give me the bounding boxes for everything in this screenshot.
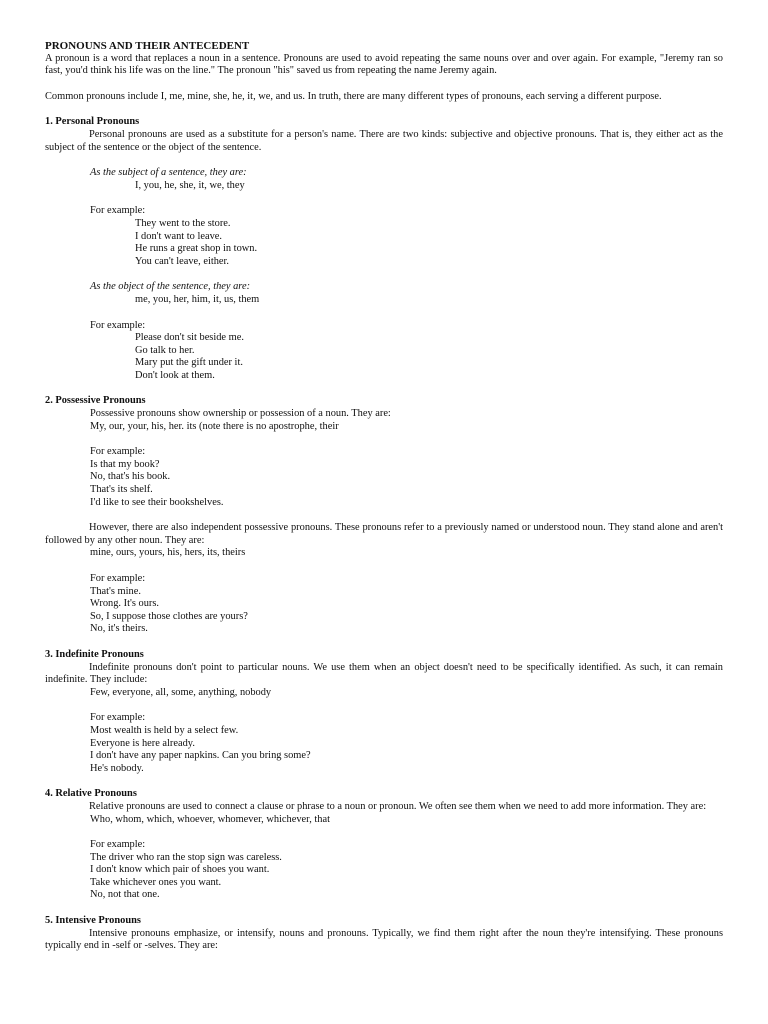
object-list: me, you, her, him, it, us, them (135, 293, 260, 305)
example-line: You can't leave, either. (135, 255, 230, 267)
subject-label: As the subject of a sentence, they are: (90, 167, 247, 179)
section-heading-intensive: 5. Intensive Pronouns (45, 915, 141, 927)
relative-list: Who, whom, which, whoever, whomever, whichever, that (90, 813, 330, 825)
example-line: Everyone is here already. (90, 737, 195, 749)
example-line: He's nobody. (90, 762, 144, 774)
example-line: I don't want to leave. (135, 230, 222, 242)
example-line: Mary put the gift under it. (135, 357, 243, 369)
example-line: Take whichever ones you want. (90, 876, 222, 888)
example-line: No, it's theirs. (90, 623, 148, 635)
section-desc-intensive: Intensive pronouns emphasize, or intensify, nouns and pronouns. Typically, we find them right after the noun they're intensifying. These pronouns typically end in -self or -selves. They are: (45, 927, 723, 952)
example-line: Don't look at them. (135, 369, 215, 381)
section-heading-indefinite: 3. Indefinite Pronouns (45, 648, 144, 660)
example-line: Go talk to her. (135, 344, 195, 356)
example-line: I don't know which pair of shoes you want. (90, 864, 270, 876)
for-example-label: For example: (90, 205, 146, 217)
example-line: That's mine. (90, 585, 141, 597)
for-example-label: For example: (90, 319, 146, 331)
example-line: He runs a great shop in town. (135, 243, 258, 255)
example-line: No, that's his book. (90, 471, 171, 483)
document-title: PRONOUNS AND THEIR ANTECEDENT (45, 40, 250, 52)
independent-possessive-list: mine, ours, yours, his, hers, its, theirs (90, 547, 246, 559)
object-label: As the object of the sentence, they are: (90, 281, 251, 293)
example-line: Please don't sit beside me. (135, 332, 244, 344)
section-desc-relative: Relative pronouns are used to connect a clause or phrase to a noun or pronoun. We often see them when we need to add more information. They are: (89, 800, 707, 812)
example-line: I don't have any paper napkins. Can you bring some? (90, 750, 311, 762)
subject-list: I, you, he, she, it, we, they (135, 179, 245, 191)
independent-possessive-desc: However, there are also independent possessive pronouns. These pronouns refer to a previously named or understood noun. They stand alone and aren't followed by any other noun. They are: (45, 522, 723, 546)
example-line: Is that my book? (90, 458, 160, 470)
example-line: They went to the store. (135, 217, 231, 229)
for-example-label: For example: (90, 446, 146, 458)
section-desc-indefinite: Indefinite pronouns don't point to particular nouns. We use them when an object doesn't need to be specifically identified. As such, it can remain indefinite. They include: (45, 661, 723, 686)
example-line: Wrong. It's ours. (90, 598, 159, 610)
section-heading-relative: 4. Relative Pronouns (45, 788, 137, 800)
for-example-label: For example: (90, 839, 146, 851)
example-line: Most wealth is held by a select few. (90, 724, 239, 736)
example-line: That's its shelf. (90, 484, 153, 496)
section-desc-personal: Personal pronouns are used as a substitute for a person's name. There are two kinds: subjective and objective pronouns. That is, they either act as the subject of the sentence or the object of the sentence. (45, 128, 723, 153)
possessive-list: My, our, your, his, her. its (note there is no apostrophe, their (90, 420, 339, 432)
section-heading-possessive: 2. Possessive Pronouns (45, 395, 146, 407)
intro-paragraph-1: A pronoun is a word that replaces a noun in a sentence. Pronouns are used to avoid repeating the same nouns over and over again. For example, "Jeremy ran so fast, you'd think his life was on the line." The pronoun "his" saved us from repeating the name Jeremy again. (45, 52, 723, 77)
section-desc-possessive: Possessive pronouns show ownership or possession of a noun. They are: (90, 408, 391, 420)
example-line: No, not that one. (90, 889, 160, 901)
indefinite-list: Few, everyone, all, some, anything, nobody (90, 686, 272, 698)
for-example-label: For example: (90, 573, 146, 584)
example-line: I'd like to see their bookshelves. (90, 496, 224, 508)
intro-paragraph-2: Common pronouns include I, me, mine, she, he, it, we, and us. In truth, there are many different types of pronouns, each serving a different purpose. (45, 90, 662, 102)
example-line: The driver who ran the stop sign was careless. (90, 851, 282, 863)
section-heading-personal: 1. Personal Pronouns (45, 116, 140, 128)
example-line: So, I suppose those clothes are yours? (90, 610, 248, 622)
for-example-label: For example: (90, 712, 146, 724)
